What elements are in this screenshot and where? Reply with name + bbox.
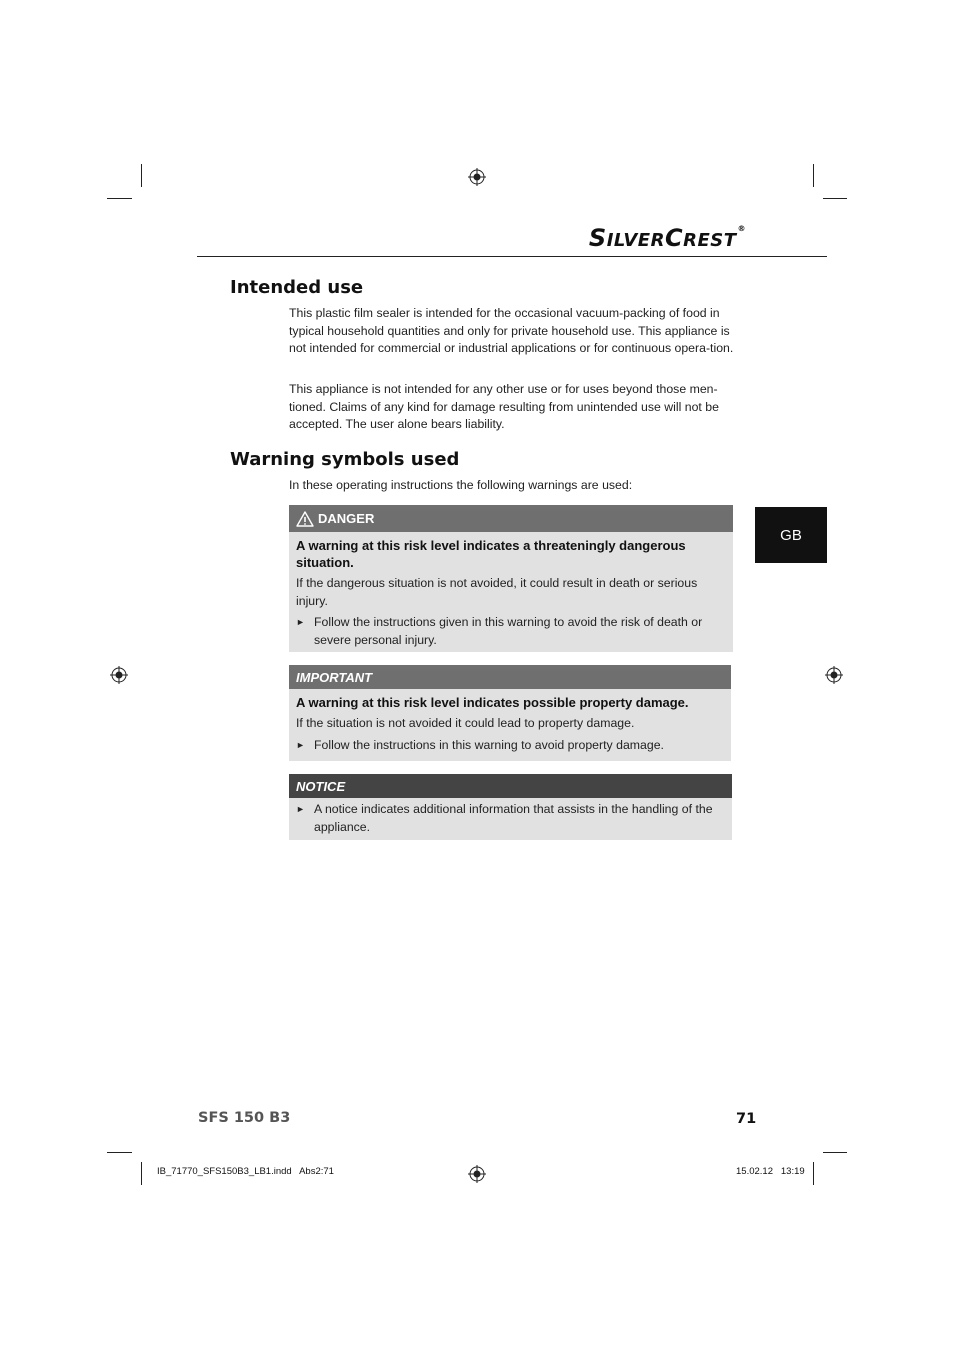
notice-title: NOTICE bbox=[296, 778, 346, 794]
page-number: 71 bbox=[736, 1111, 757, 1127]
registration-mark-icon bbox=[825, 666, 843, 684]
danger-text: If the dangerous situation is not avoided, it could result in death or serious injury. bbox=[296, 576, 698, 608]
warning-symbols-heading: Warning symbols used bbox=[230, 449, 460, 470]
registration-mark-icon bbox=[468, 1165, 486, 1183]
intended-use-heading: Intended use bbox=[230, 277, 364, 298]
crop-mark bbox=[823, 198, 847, 199]
crop-mark bbox=[107, 1152, 132, 1153]
crop-mark bbox=[107, 198, 132, 199]
registration-mark-icon bbox=[110, 666, 128, 684]
danger-box bbox=[289, 505, 733, 652]
danger-bullet-text: Follow the instructions given in this warning to avoid the risk of death or severe personal injury. bbox=[314, 615, 703, 647]
danger-lead: A warning at this risk level indicates a threateningly dangerous situation. bbox=[296, 538, 686, 570]
language-tab bbox=[755, 507, 827, 563]
triangle-right-icon: ► bbox=[296, 617, 305, 627]
crop-mark bbox=[813, 1162, 814, 1185]
crop-mark bbox=[813, 164, 814, 187]
warning-symbols-intro: In these operating instructions the following warnings are used: bbox=[289, 478, 633, 492]
header-rule bbox=[197, 256, 827, 257]
warning-triangle-icon bbox=[296, 511, 314, 527]
crop-mark bbox=[141, 1162, 142, 1185]
important-box-header bbox=[289, 665, 731, 689]
danger-title: DANGER bbox=[318, 511, 375, 526]
important-title: IMPORTANT bbox=[296, 669, 373, 685]
crop-mark bbox=[141, 164, 142, 187]
important-lead: A warning at this risk level indicates possible property damage. bbox=[296, 695, 689, 710]
danger-box-header bbox=[289, 505, 733, 532]
intended-use-paragraph-2: This appliance is not intended for any other use or for uses beyond those men-tioned. Claims of any kind for damage resulting from unintended use will not be accepted. The user alone bears liability. bbox=[289, 382, 719, 431]
triangle-right-icon: ► bbox=[296, 739, 305, 750]
print-slug-left: IB_71770_SFS150B3_LB1.indd Abs2:71 bbox=[157, 1166, 334, 1177]
print-slug-right: 15.02.12 13:19 bbox=[736, 1166, 805, 1177]
triangle-right-icon: ► bbox=[296, 804, 305, 814]
important-bullet bbox=[296, 737, 724, 755]
notice-box bbox=[289, 774, 732, 840]
intended-use-paragraph-1: This plastic film sealer is intended for the occasional vacuum-packing of food in typical household quantities and only for private household use. This appliance is not intended for commercial or industrial applications or for continuous opera-tion. bbox=[289, 306, 734, 355]
language-tab-label: GB bbox=[780, 526, 802, 544]
brand-logo: SILVERCREST® bbox=[588, 224, 746, 252]
model-number: SFS 150 B3 bbox=[198, 1110, 291, 1126]
registration-mark-icon bbox=[468, 168, 486, 186]
notice-box-header bbox=[289, 774, 732, 798]
important-box bbox=[289, 665, 731, 761]
important-bullet-text: Follow the instructions in this warning to avoid property damage. bbox=[314, 737, 664, 752]
notice-bullet-text: A notice indicates additional information that assists in the handling of the appliance. bbox=[314, 802, 713, 834]
crop-mark bbox=[823, 1152, 847, 1153]
danger-bullet bbox=[296, 614, 726, 649]
notice-bullet bbox=[296, 801, 725, 836]
important-text: If the situation is not avoided it could lead to property damage. bbox=[296, 716, 635, 730]
